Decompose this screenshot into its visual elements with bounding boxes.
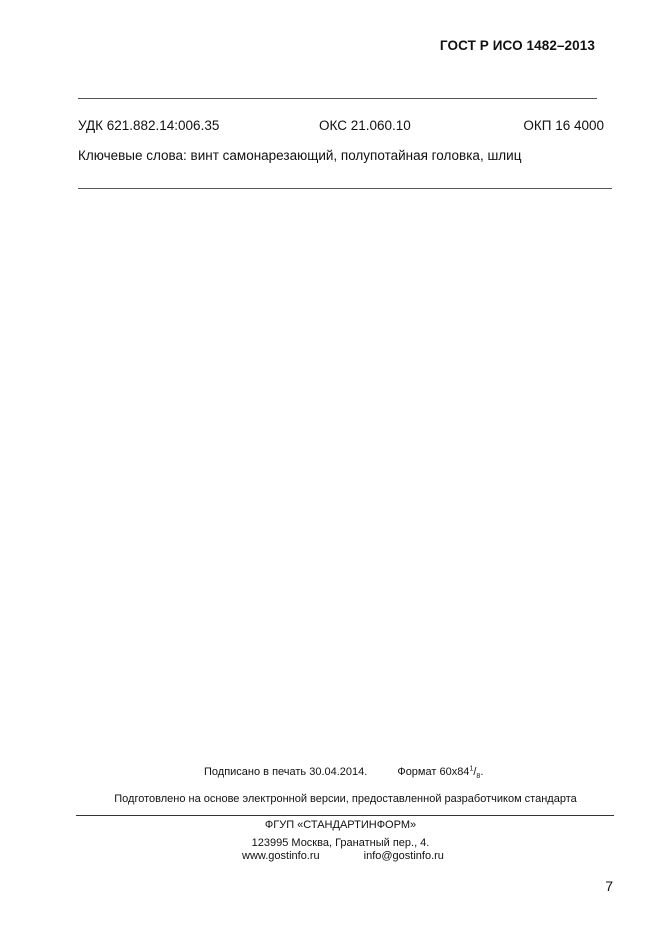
top-divider [78,98,597,99]
keywords: Ключевые слова: винт самонарезающий, полупотайная головка, шлиц [78,148,522,163]
udk-code: УДК 621.882.14:006.35 [78,118,220,133]
okp-code: ОКП 16 4000 [523,118,604,133]
classification-codes [78,118,604,136]
prepared-note: Подготовлено на основе электронной версии, предоставленной разработчиком стандарта [114,793,577,805]
oks-code: ОКС 21.060.10 [319,118,411,133]
publisher-name: ФГУП «СТАНДАРТИНФОРМ» [264,819,417,831]
imprint-line [204,765,484,781]
page-number: 7 [605,878,613,894]
publisher-email: info@gostinfo.ru [363,850,444,862]
publisher-divider [76,815,614,816]
publisher-address: 123995 Москва, Гранатный пер., 4. [251,837,430,849]
signed-date: Подписано в печать 30.04.2014. [204,766,368,778]
standard-id: ГОСТ Р ИСО 1482–2013 [439,38,595,53]
publisher-website: www.gostinfo.ru [242,850,320,862]
publisher-contacts [242,850,444,862]
keywords-divider [78,188,612,189]
paper-format: Формат $60x84^1/_8$. [397,765,484,781]
